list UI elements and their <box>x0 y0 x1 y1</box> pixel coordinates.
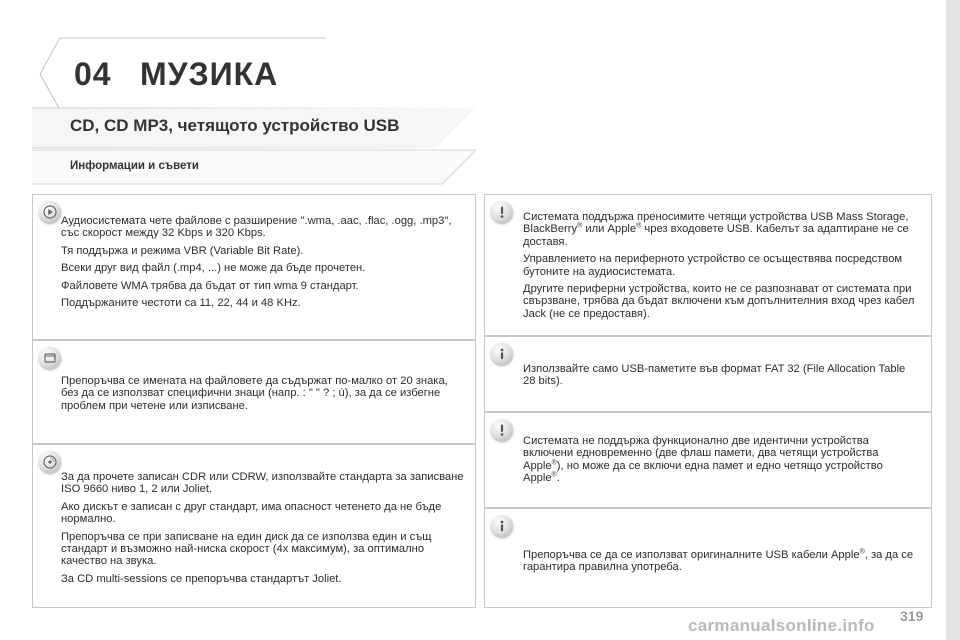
formats-text <box>61 215 465 314</box>
window-icon <box>39 347 61 369</box>
info-block-cables <box>484 508 932 608</box>
devices-text <box>523 435 919 490</box>
paragraph: Препоръчва се имената на файловете да съдържат по-малко от 20 знака, без да се използват специфични знаци (напр. : " " ? ; ù), за да се избегне проблем при четене или изписване. <box>61 375 448 412</box>
chapter-title: МУЗИКА <box>140 56 279 92</box>
warning-block-devices <box>484 412 932 508</box>
info-icon <box>491 343 513 365</box>
paragraph: Системата поддържа преносимите четящи устройства USB Mass Storage, BlackBerry® или Apple® чрез входовете USB. Кабелът за адаптиране не се доставя. <box>523 211 909 248</box>
paragraph: Тя поддържа и режима VBR (Variable Bit Rate). <box>61 244 304 257</box>
paragraph: Управлението на периферното устройство се осъществява посредством бутоните на аудиосистемата. <box>523 253 903 278</box>
page-edge-bar <box>946 0 960 640</box>
paragraph: Системата не поддържа функционално две идентични устройства включени едновременно (две флаш памети, два четящи устройства Apple®), но може да се включи една памет и едно четящо устройство Apple®. <box>523 435 883 485</box>
info-block-cd <box>32 444 476 608</box>
warning-icon <box>491 419 513 441</box>
cd-text <box>61 471 465 590</box>
disc-icon <box>39 451 61 473</box>
section-title: CD, CD MP3, четящото устройство USB <box>70 116 400 135</box>
info-block-filenames <box>32 340 476 444</box>
paragraph: Използвайте само USB-паметите във формат FAT 32 (File Allocation Table 28 bits). <box>523 363 906 388</box>
paragraph: За CD multi-sessions се препоръчва стандартът Joliet. <box>61 572 342 585</box>
paragraph: За да прочете записан CDR или CDRW, използвайте стандарта за записване ISO 9660 ниво 1, 2 или Joliet. <box>61 471 464 496</box>
page-number: 319 <box>900 608 924 624</box>
info-block-fat32 <box>484 336 932 412</box>
usb-support-text <box>523 211 919 325</box>
warning-icon <box>491 201 513 223</box>
paragraph: Другите периферни устройства, които не се разпознават от системата при свързване, трябва да бъдат включени към допълнителния вход чрез кабел Jack (не се предоставя). <box>523 283 915 320</box>
paragraph: Препоръчва се при записване на един диск да се използва един и същ стандарт и възможно най-ниска скорост (4x максимум), за оптимално качество на звука. <box>61 530 432 568</box>
paragraph: Аудиосистемата чете файлове с разширение ".wma, .aac, .flac, .ogg, .mp3", със скорост между 32 Kbps и 320 Kbps. <box>61 215 452 240</box>
info-block-formats <box>32 194 476 340</box>
subsection-title: Информации и съвети <box>70 160 199 172</box>
warning-block-usb <box>484 194 932 336</box>
paragraph: Препоръчва се да се използват оригиналните USB кабели Apple®, за да се гарантира правилна употреба. <box>523 548 914 574</box>
watermark: carmanualsonline.info <box>688 616 875 635</box>
filenames-text <box>61 375 465 417</box>
paragraph: Всеки друг вид файл (.mp4, ...) не може да бъде прочетен. <box>61 262 366 275</box>
circle-play-icon <box>39 201 61 223</box>
cables-text <box>523 549 919 579</box>
paragraph: Файловете WMA трябва да бъдат от тип wma 9 стандарт. <box>61 279 359 292</box>
info-icon <box>491 515 513 537</box>
fat32-text <box>523 363 919 393</box>
paragraph: Поддържаните честоти са 11, 22, 44 и 48 KHz. <box>61 297 301 310</box>
paragraph: Ако дискът е записан с друг стандарт, има опасност четенето да не бъде нормално. <box>61 500 442 526</box>
chapter-number: 04 <box>74 56 112 92</box>
